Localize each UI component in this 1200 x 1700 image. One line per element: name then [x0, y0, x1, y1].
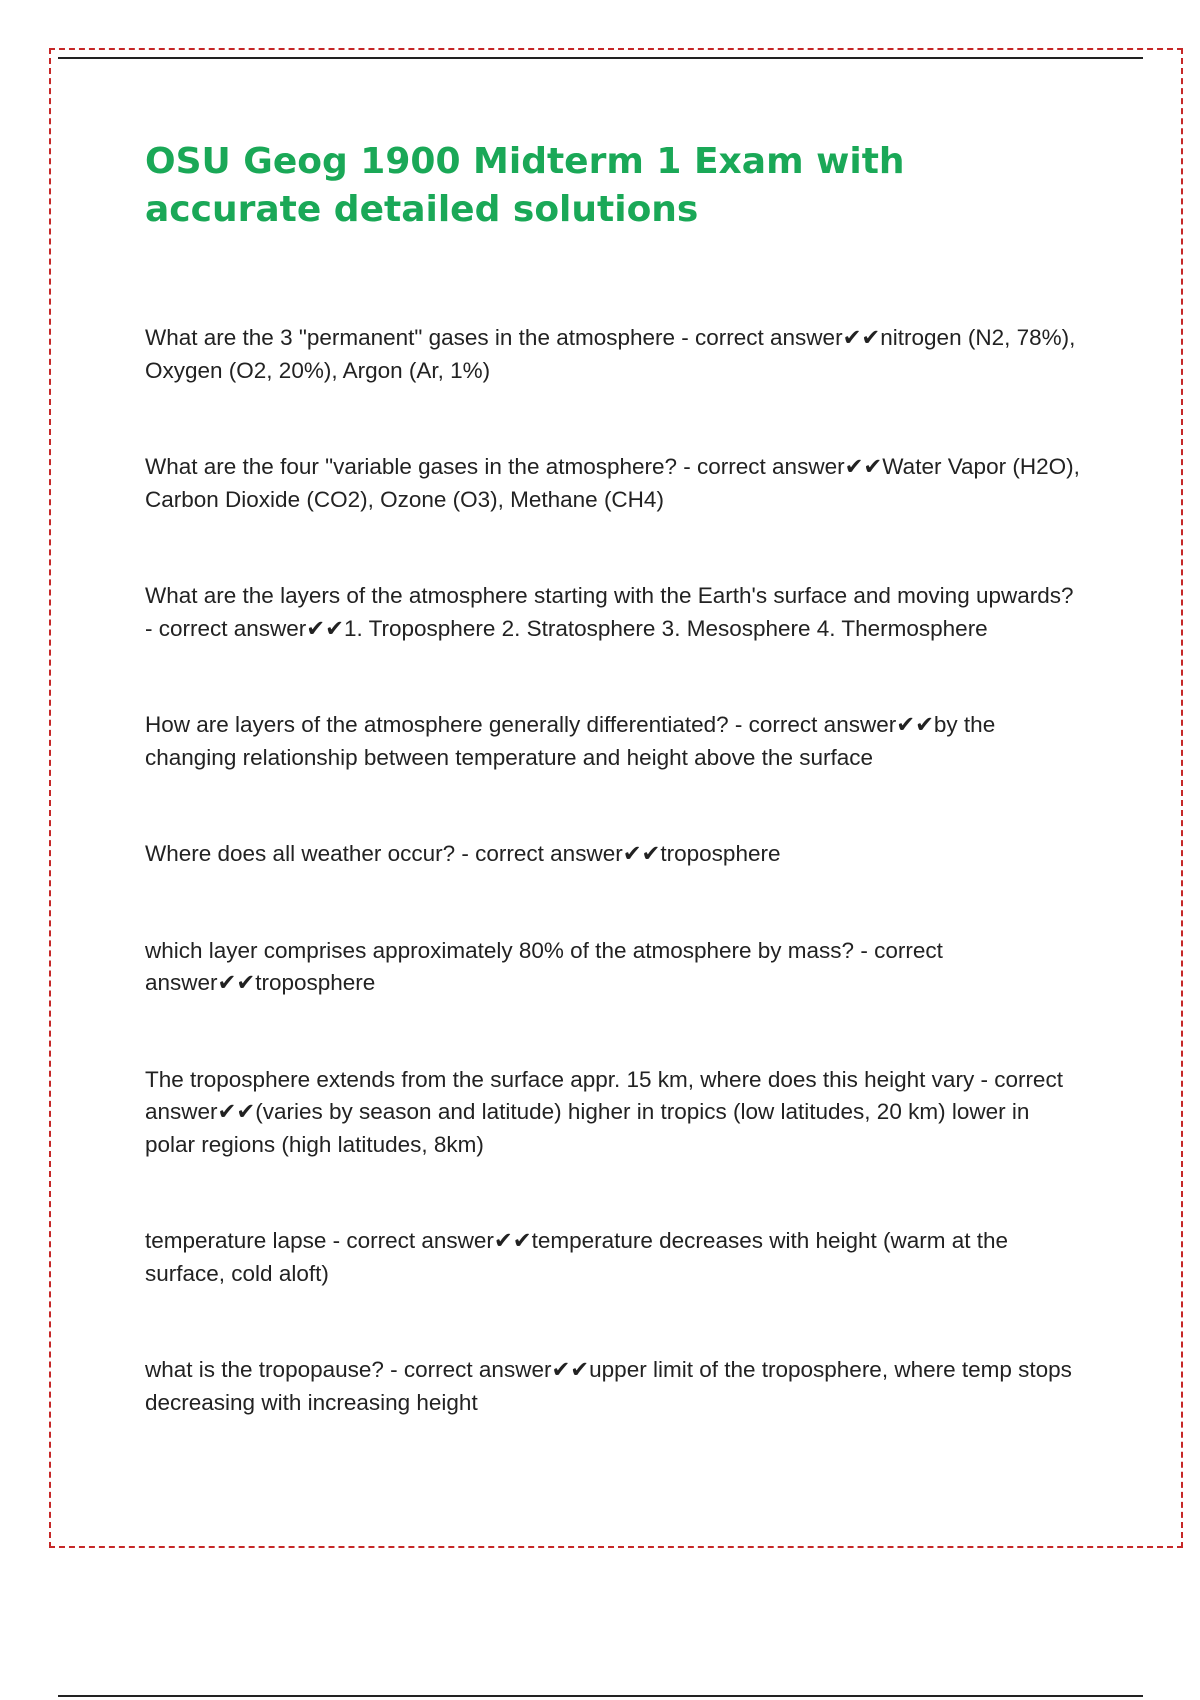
qa-item: The troposphere extends from the surface appr. 15 km, where does this height vary - correct answer✔✔(varies by season and latitude) higher in tropics (low latitudes, 20 km) lower in polar regions (high latitudes, 8km) [145, 1066, 1063, 1157]
qa-item: What are the 3 "permanent" gases in the atmosphere - correct answer✔✔nitrogen (N2, 78%), Oxygen (O2, 20%), Argon (Ar, 1%) [145, 325, 1076, 383]
qa-item: temperature lapse - correct answer✔✔temperature decreases with height (warm at the surface, cold aloft) [145, 1228, 1009, 1286]
document-title: OSU Geog 1900 Midterm 1 Exam with accurate detailed solutions [145, 141, 905, 230]
qa-item: What are the four "variable gases in the atmosphere? - correct answer✔✔Water Vapor (H2O), Carbon Dioxide (CO2), Ozone (O3), Methane (CH4) [145, 454, 1080, 512]
document-content [145, 138, 1085, 1483]
bottom-divider [58, 1695, 1143, 1697]
top-divider [58, 57, 1143, 59]
qa-item: Where does all weather occur? - correct answer✔✔troposphere [145, 841, 781, 866]
qa-item: which layer comprises approximately 80% of the atmosphere by mass? - correct answer✔✔troposphere [145, 937, 943, 995]
qa-item: How are layers of the atmosphere generally differentiated? - correct answer✔✔by the changing relationship between temperature and height above the surface [145, 712, 996, 770]
qa-item: What are the layers of the atmosphere starting with the Earth's surface and moving upwards? - correct answer✔✔1. Troposphere 2. Stratosphere 3. Mesosphere 4. Thermosphere [145, 583, 1074, 641]
qa-item: what is the tropopause? - correct answer✔✔upper limit of the troposphere, where temp stops decreasing with increasing height [145, 1357, 1072, 1415]
